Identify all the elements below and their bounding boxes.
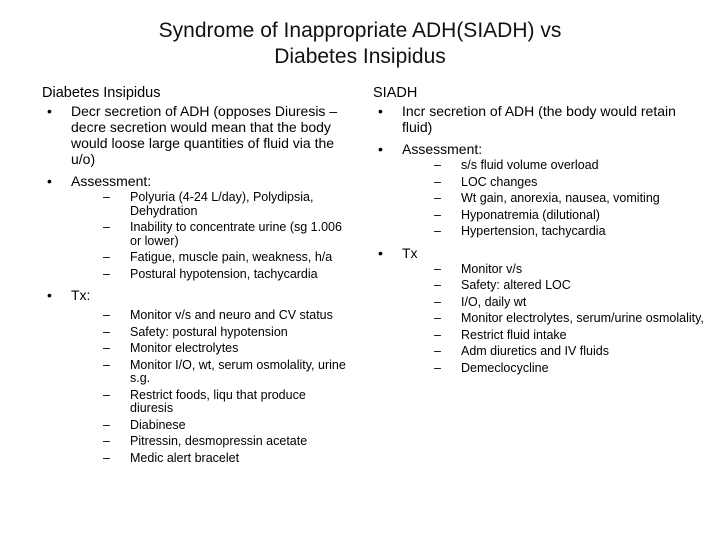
list-item-text: Safety: altered LOC	[461, 278, 571, 292]
dash-marker: –	[103, 220, 110, 234]
siadh-assessment-label: Assessment:	[402, 141, 483, 157]
list-item-text: Hypertension, tachycardia	[461, 224, 606, 238]
list-item	[71, 309, 352, 323]
list-item	[71, 221, 352, 248]
list-item-text: Safety: postural hypotension	[130, 324, 288, 339]
dash-marker: –	[434, 311, 441, 325]
dash-marker: –	[103, 341, 110, 355]
dash-marker: –	[434, 207, 441, 222]
list-item	[402, 362, 708, 376]
bullet-marker: •	[378, 141, 383, 157]
list-item-text: LOC changes	[461, 174, 538, 189]
dash-marker: –	[103, 387, 110, 402]
dash-marker: –	[103, 190, 110, 204]
slide-title-line-1: Syndrome of Inappropriate ADH(SIADH) vs	[158, 19, 562, 42]
di-secretion-text: Decr secretion of ADH (opposes Diuresis – decre secretion would mean that the body would loose large quantities of fluid via the u/o)	[71, 103, 338, 167]
siadh-bullet-secretion	[373, 103, 708, 135]
bullet-marker: •	[47, 103, 52, 119]
siadh-column	[373, 84, 708, 381]
list-item-text: I/O, daily wt	[461, 294, 527, 309]
dash-marker: –	[434, 261, 441, 276]
list-item	[402, 329, 708, 343]
bullet-marker: •	[378, 244, 383, 261]
list-item	[402, 312, 708, 326]
list-item	[402, 263, 708, 277]
list-item-text: Wt gain, anorexia, nausea, vomiting	[461, 191, 660, 205]
dash-marker: –	[434, 278, 441, 292]
dash-marker: –	[103, 357, 110, 372]
list-item-text: Pitressin, desmopressin acetate	[130, 434, 308, 448]
list-item-text: Hyponatremia (dilutional)	[461, 207, 600, 222]
list-item	[71, 251, 352, 265]
bullet-marker: •	[47, 173, 52, 189]
list-item	[71, 419, 352, 433]
list-item-text: Monitor v/s	[461, 261, 523, 276]
dash-marker: –	[103, 308, 110, 322]
dash-marker: –	[103, 324, 110, 339]
list-item	[402, 192, 708, 206]
siadh-secretion-text: Incr secretion of ADH (the body would retain fluid)	[402, 103, 676, 135]
dash-marker: –	[103, 450, 110, 465]
dash-marker: –	[434, 158, 441, 172]
list-item-text: Restrict fluid intake	[461, 327, 567, 342]
dash-marker: –	[103, 417, 110, 432]
slide-title	[0, 18, 720, 70]
bullet-marker: •	[47, 287, 52, 303]
list-item	[402, 209, 708, 223]
bullet-marker: •	[378, 103, 383, 119]
list-item	[402, 345, 708, 359]
list-item	[71, 359, 352, 386]
di-tx-list	[71, 309, 352, 465]
di-column	[42, 84, 352, 471]
list-item	[71, 452, 352, 466]
list-item	[402, 296, 708, 310]
list-item	[71, 326, 352, 340]
siadh-tx-list	[402, 263, 708, 376]
list-item-text: Adm diuretics and IV fluids	[461, 344, 609, 358]
dash-marker: –	[434, 174, 441, 189]
list-item-text: Fatigue, muscle pain, weakness, h/a	[130, 250, 333, 264]
list-item	[402, 176, 708, 190]
siadh-bullet-assessment	[373, 141, 708, 239]
dash-marker: –	[434, 224, 441, 238]
list-item	[402, 159, 708, 173]
siadh-assessment-list	[402, 159, 708, 239]
dash-marker: –	[434, 344, 441, 358]
list-item	[71, 342, 352, 356]
di-heading: Diabetes Insipidus	[42, 85, 161, 101]
list-item-text: Restrict foods, liqu that produce diuresis	[130, 387, 306, 415]
list-item-text: Diabinese	[130, 417, 186, 432]
list-item-text: Demeclocycline	[461, 360, 549, 375]
list-item	[71, 435, 352, 449]
list-item-text: s/s fluid volume overload	[461, 158, 599, 172]
di-tx-label: Tx:	[71, 287, 91, 303]
siadh-tx-label: Tx	[402, 244, 418, 261]
list-item	[402, 225, 708, 239]
dash-marker: –	[103, 266, 110, 281]
di-bullet-tx	[42, 287, 352, 465]
list-item-text: Polyuria (4-24 L/day), Polydipsia, Dehydration	[130, 190, 314, 218]
list-item	[71, 191, 352, 218]
list-item	[71, 268, 352, 282]
list-item-text: Medic alert bracelet	[130, 450, 240, 465]
list-item-text: Monitor v/s and neuro and CV status	[130, 308, 333, 322]
list-item-text: Monitor electrolytes	[130, 341, 239, 355]
list-item-text: Monitor I/O, wt, serum osmolality, urine s.g.	[130, 357, 346, 385]
dash-marker: –	[103, 250, 110, 264]
dash-marker: –	[434, 294, 441, 309]
dash-marker: –	[103, 434, 110, 448]
list-item	[71, 389, 352, 416]
dash-marker: –	[434, 360, 441, 375]
list-item-text: Monitor electrolytes, serum/urine osmolality,	[461, 311, 704, 325]
siadh-heading: SIADH	[373, 85, 418, 101]
di-bullet-assessment	[42, 173, 352, 281]
list-item-text: Postural hypotension, tachycardia	[130, 266, 318, 281]
dash-marker: –	[434, 327, 441, 342]
siadh-bullet-tx	[373, 245, 708, 376]
dash-marker: –	[434, 191, 441, 205]
di-assessment-list	[71, 191, 352, 281]
list-item	[402, 279, 708, 293]
slide-title-line-2: Diabetes Insipidus	[274, 45, 446, 68]
list-item-text: Inability to concentrate urine (sg 1.006 or lower)	[130, 220, 342, 248]
di-assessment-label: Assessment:	[71, 173, 152, 189]
di-bullet-secretion	[42, 103, 352, 167]
